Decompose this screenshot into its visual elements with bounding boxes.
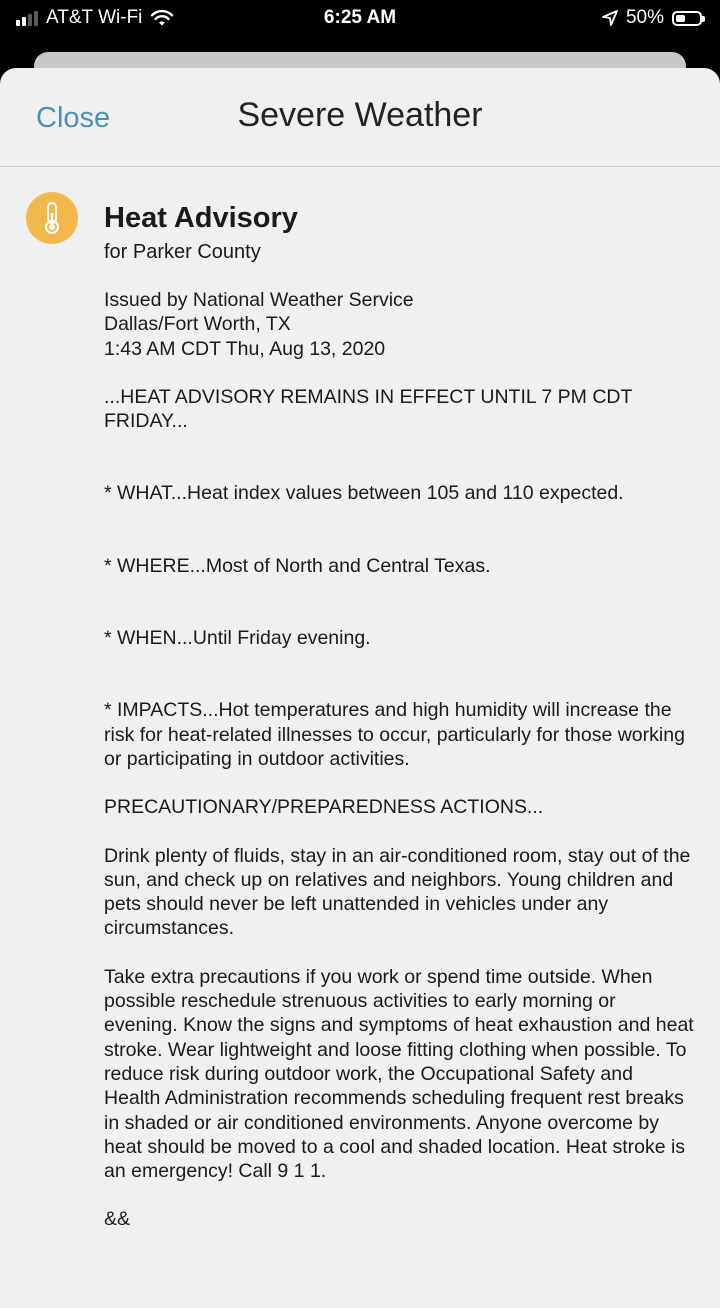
issued-by-line: Issued by National Weather Service [104, 289, 414, 311]
alert-headline: ...HEAT ADVISORY REMAINS IN EFFECT UNTIL 7 PM CDT FRIDAY... [104, 385, 633, 433]
what-paragraph: * WHAT...Heat index values between 105 and 110 expected. [104, 482, 624, 505]
alert-content [104, 198, 694, 1232]
issued-office-line: Dallas/Fort Worth, TX [104, 313, 291, 336]
actions-heading: PRECAUTIONARY/PREPAREDNESS ACTIONS... [104, 796, 544, 819]
alert-footer: && [104, 1208, 131, 1231]
alert-subtitle: for Parker County [104, 241, 261, 263]
page-title: Severe Weather [237, 96, 483, 134]
status-bar [0, 0, 720, 40]
issued-time-line: 1:43 AM CDT Thu, Aug 13, 2020 [104, 337, 386, 360]
status-time: 6:25 AM [323, 7, 397, 28]
location-arrow-icon [602, 10, 618, 26]
status-right [602, 7, 702, 29]
battery-icon [672, 11, 702, 26]
sheet-header [0, 68, 720, 167]
close-button[interactable]: Close [36, 102, 111, 134]
alert-title: Heat Advisory [104, 202, 298, 234]
carrier-label: AT&T Wi-Fi [46, 7, 143, 28]
impacts-paragraph: * IMPACTS...Hot temperatures and high humidity will increase the risk for heat-related illnesses to occur, particularly for those working or participating in outdoor activities. [104, 699, 685, 770]
action-paragraph-2: Take extra precautions if you work or spend time outside. When possible reschedule strenuous activities to early morning or evening. Know the signs and symptoms of heat exhaustion and heat stroke. Wear lightweight and loose fitting clothing when possible. To reduce risk during outdoor work, the Occupational Safety and Health Administration recommends scheduling frequent rest breaks in shaded or air conditioned environments. Anyone overcome by heat should be moved to a cool and shaded location. Heat stroke is an emergency! Call 9 1 1. [104, 965, 694, 1183]
action-paragraph-1: Drink plenty of fluids, stay in an air-conditioned room, stay out of the sun, and check up on relatives and neighbors. Young children and pets should never be left unattended in vehicles under any circumstances. [104, 844, 691, 940]
where-paragraph: * WHERE...Most of North and Central Texas. [104, 554, 491, 577]
severe-weather-sheet [0, 68, 720, 1308]
battery-percent: 50% [625, 7, 664, 28]
thermometer-icon [26, 192, 78, 244]
alert-body [104, 288, 694, 1232]
when-paragraph: * WHEN...Until Friday evening. [104, 627, 371, 650]
